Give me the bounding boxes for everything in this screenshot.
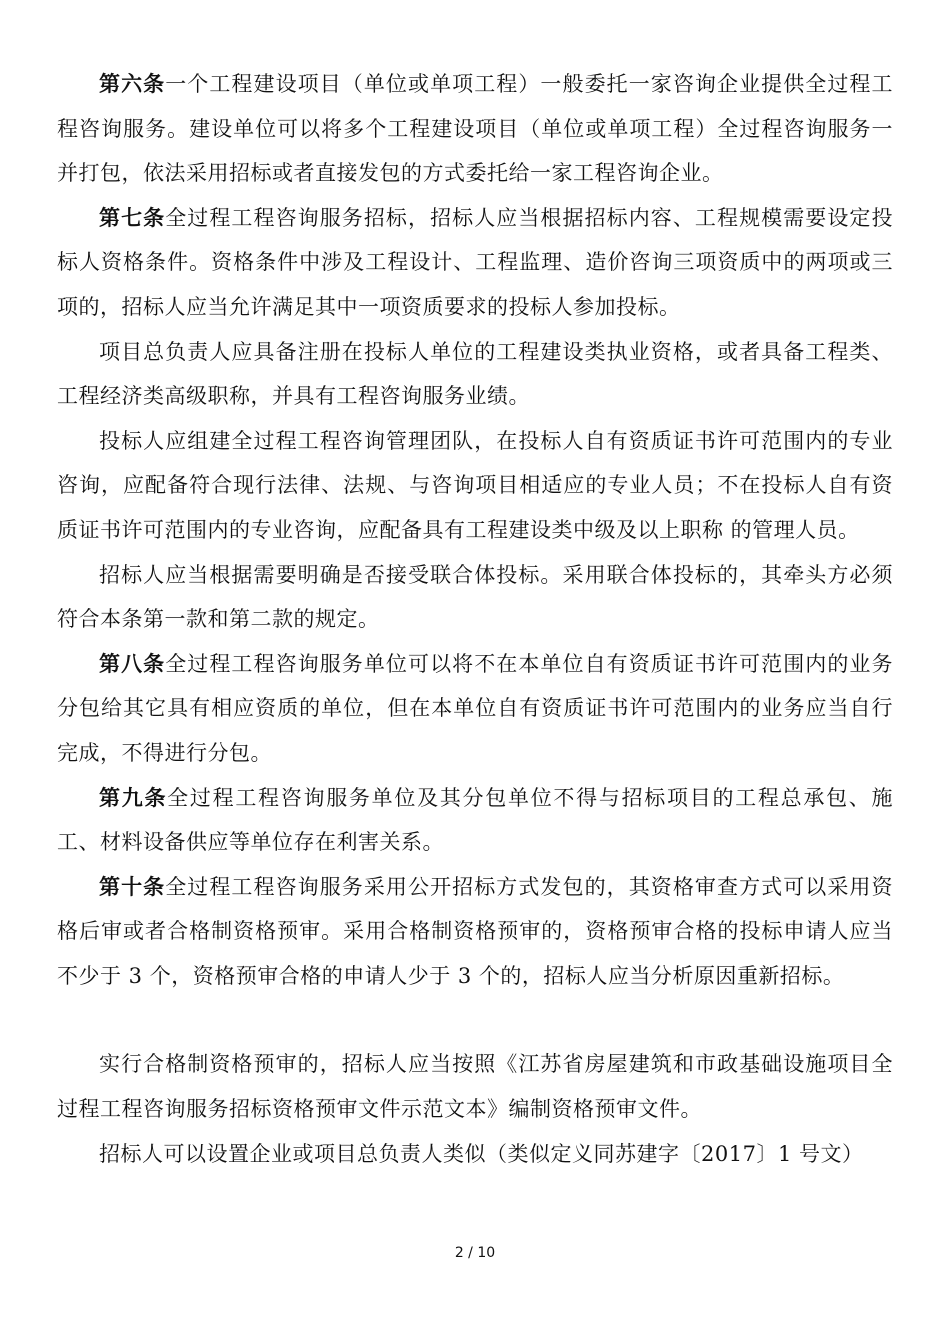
- article-9-paragraph: [57, 776, 893, 865]
- article-7-label: 第七条: [99, 204, 166, 230]
- article-7-clause-4: 招标人应当根据需要明确是否接受联合体投标。采用联合体投标的，其牵头方必须符合本条第一款和第二款的规定。: [57, 562, 893, 632]
- article-10-paragraph: [57, 865, 893, 999]
- article-9-text: 全过程工程咨询服务单位及其分包单位不得与招标项目的工程总承包、施工、材料设备供应等单位存在利害关系。: [57, 785, 894, 855]
- article-6-paragraph: [57, 62, 893, 196]
- article-10-text: 全过程工程咨询服务采用公开招标方式发包的，其资格审查方式可以采用资格后审或者合格制资格预审。采用合格制资格预审的，资格预审合格的投标申请人应当不少于 3 个，资格预审合格的申请人少于 3 个的，招标人应当分析原因重新招标。: [57, 874, 894, 988]
- article-10-clause-3: 招标人可以设置企业或项目总负责人类似（类似定义同苏建字〔2017〕1 号文）: [99, 1141, 864, 1166]
- article-10-clause-2: 实行合格制资格预审的，招标人应当按照《江苏省房屋建筑和市政基础设施项目全过程工程咨询服务招标资格预审文件示范文本》编制资格预审文件。: [57, 1052, 893, 1122]
- article-6-text: 一个工程建设项目（单位或单项工程）一般委托一家咨询企业提供全过程工程咨询服务。建设单位可以将多个工程建设项目（单位或单项工程）全过程咨询服务一并打包，依法采用招标或者直接发包的方式委托给一家工程咨询企业。: [57, 72, 894, 186]
- document-body: [57, 62, 893, 1176]
- article-8-paragraph: [57, 642, 893, 776]
- article-7-clause-2: 项目总负责人应具备注册在投标人单位的工程建设类执业资格，或者具备工程类、工程经济类高级职称，并具有工程咨询服务业绩。: [57, 339, 893, 409]
- article-8-text: 全过程工程咨询服务单位可以将不在本单位自有资质证书许可范围内的业务分包给其它具有相应资质的单位，但在本单位自有资质证书许可范围内的业务应当自行完成，不得进行分包。: [57, 651, 894, 765]
- article-9-label: 第九条: [99, 784, 168, 810]
- article-7-paragraph: [57, 196, 893, 330]
- article-8-label: 第八条: [99, 650, 166, 676]
- page-number: 2 / 10: [454, 1245, 496, 1261]
- article-7-clause-3: 投标人应组建全过程工程咨询管理团队，在投标人自有资质证书许可范围内的专业咨询，应配备符合现行法律、法规、与咨询项目相适应的专业人员；不在投标人自有资质证书许可范围内的专业咨询，应配备具有工程建设类中级及以上职称 的管理人员。: [57, 428, 893, 542]
- article-10-label: 第十条: [99, 873, 166, 899]
- article-6-label: 第六条: [99, 71, 166, 96]
- article-7-text: 全过程工程咨询服务招标，招标人应当根据招标内容、工程规模需要设定投标人资格条件。资格条件中涉及工程设计、工程监理、造价咨询三项资质中的两项或三项的，招标人应当允许满足其中一项资质要求的投标人参加投标。: [57, 205, 894, 319]
